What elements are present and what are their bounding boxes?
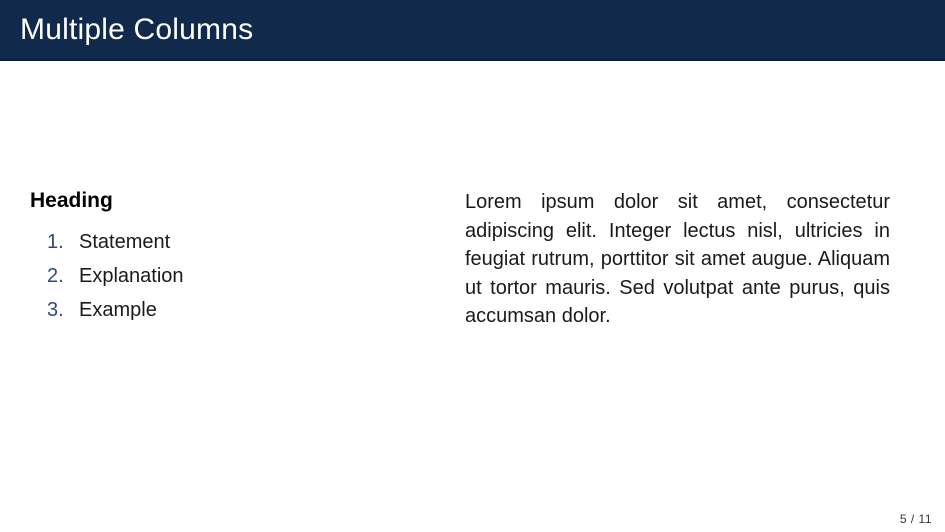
slide-title: Multiple Columns xyxy=(20,12,254,46)
list-item xyxy=(30,293,430,327)
list-item-label: Statement xyxy=(79,231,171,253)
list-item xyxy=(30,225,430,259)
list-item-label: Example xyxy=(79,299,157,321)
column-heading: Heading xyxy=(30,189,113,212)
body-paragraph: Lorem ipsum dolor sit amet, consectetur adipiscing elit. Integer lectus nisl, ultricies in feugiat rutrum, porttitor sit amet augue. Aliquam ut tortor mauris. Sed volutpat ante purus, quis accumsan dolor. xyxy=(465,191,890,327)
slide-title-bar xyxy=(0,0,945,61)
list-item-number: 2. xyxy=(47,265,64,287)
list-item xyxy=(30,259,430,293)
list-item-number: 3. xyxy=(47,299,64,321)
numbered-list xyxy=(30,225,430,327)
list-item-number: 1. xyxy=(47,231,64,253)
slide-content xyxy=(0,188,945,331)
page-number: 5 / 11 xyxy=(899,512,932,526)
left-column xyxy=(30,188,430,327)
list-item-label: Explanation xyxy=(79,265,184,287)
right-column xyxy=(465,188,890,331)
